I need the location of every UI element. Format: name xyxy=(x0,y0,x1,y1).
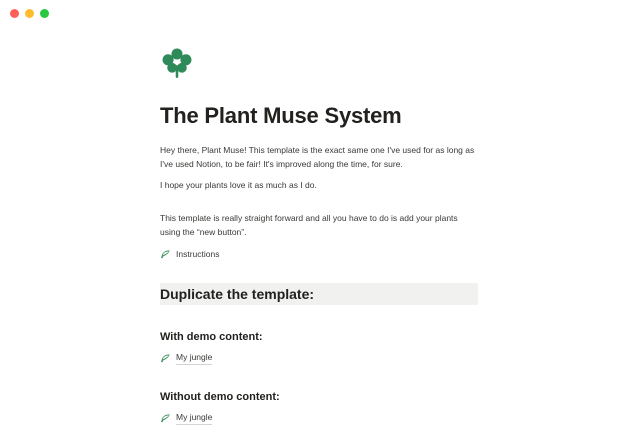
section-heading-duplicate: Duplicate the template: xyxy=(160,283,478,305)
document-page xyxy=(0,26,640,425)
intro-paragraph-2: I hope your plants love it as much as I do. xyxy=(160,180,317,190)
list-item[interactable] xyxy=(160,351,610,365)
leaf-icon xyxy=(160,413,171,424)
link-label-my-jungle-plain[interactable]: My jungle xyxy=(176,411,212,425)
instructions-link[interactable] xyxy=(160,248,610,261)
clover-icon[interactable] xyxy=(160,46,194,80)
page-title: The Plant Muse System xyxy=(160,103,402,128)
leaf-icon xyxy=(160,249,171,260)
maximize-button[interactable] xyxy=(40,9,49,18)
leaf-icon xyxy=(160,353,171,364)
instructions-label: Instructions xyxy=(176,249,220,259)
minimize-button[interactable] xyxy=(25,9,34,18)
close-button[interactable] xyxy=(10,9,19,18)
window-titlebar xyxy=(0,0,640,26)
subsection-heading-without-demo: Without demo content: xyxy=(160,391,280,403)
list-item[interactable] xyxy=(160,411,610,425)
link-label-my-jungle-demo[interactable]: My jungle xyxy=(176,351,212,365)
subsection-heading-with-demo: With demo content: xyxy=(160,331,263,343)
paragraph-spacer xyxy=(160,201,610,211)
intro-paragraph-1: Hey there, Plant Muse! This template is the exact same one I've used for as long as I've used Notion, to be fair! It's improved along the time, for sure. xyxy=(160,145,475,169)
intro-paragraph-3: This template is really straight forward and all you have to do is add your plants using the “new button”. xyxy=(160,213,458,237)
